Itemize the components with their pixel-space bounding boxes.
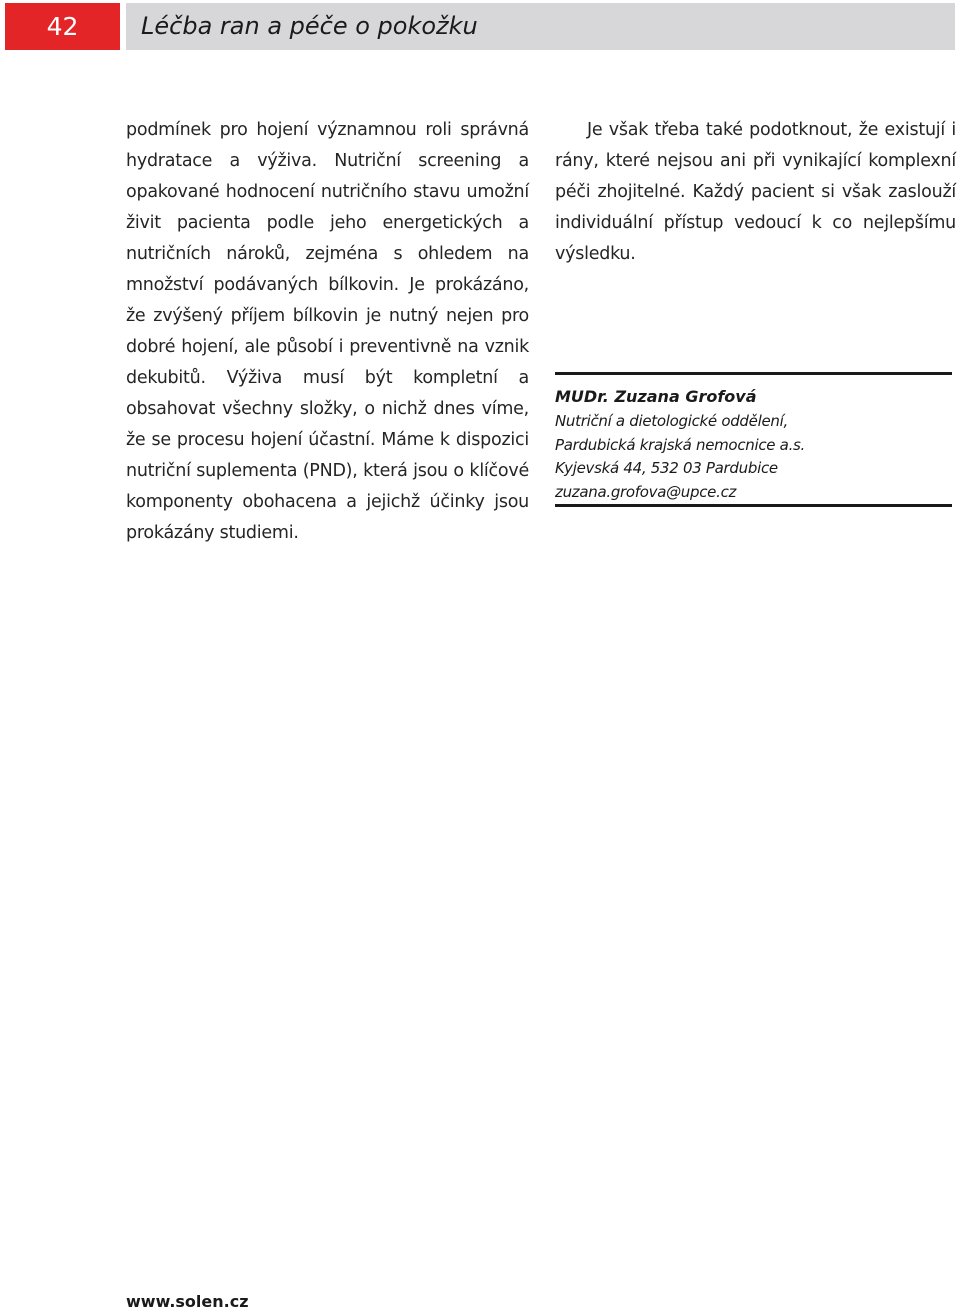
author-name: MUDr. Zuzana Grofová <box>555 387 757 406</box>
author-info-box <box>555 372 952 507</box>
body-paragraph: Je však třeba také podotknout, že existují i rány, které nejsou ani při vynikající komplexní péči zhojitelné. Každý pacient si však zaslouží individuální přístup vedoucí k co nejlepšímu výsledku. <box>555 120 956 264</box>
right-text-column <box>555 115 956 270</box>
section-title-bar <box>126 3 955 50</box>
page-number: 42 <box>5 3 120 50</box>
section-title: Léčba ran a péče o pokožku <box>141 12 478 40</box>
author-hospital: Pardubická krajská nemocnice a.s. <box>555 435 806 454</box>
body-paragraph: podmínek pro hojení významnou roli správná hydratace a výživa. Nutriční screening a opakované hodnocení nutričního stavu umožní živit pacienta podle jeho energetických a nutričních nároků, zejména s ohledem na množství podávaných bílkovin. Je prokázáno, že zvýšený příjem bílkovin je nutný nejen pro dobré hojení, ale působí i preventivně na vznik dekubitů. Výživa musí být kompletní a obsahovat všechny složky, o nichž dnes víme, že se procesu hojení účastní. Máme k dispozici nutriční suplementa (PND), která jsou o klíčové komponenty obohacena a jejichž účinky jsou prokázány studiemi. <box>126 120 529 543</box>
footer-website[interactable]: www.solen.cz <box>126 1292 249 1311</box>
author-address: Kyjevská 44, 532 03 Pardubice <box>555 459 778 477</box>
author-email[interactable]: zuzana.grofova@upce.cz <box>555 482 737 501</box>
page-header <box>5 3 955 50</box>
author-department: Nutriční a dietologické oddělení, <box>555 412 788 430</box>
left-text-column <box>126 115 529 549</box>
